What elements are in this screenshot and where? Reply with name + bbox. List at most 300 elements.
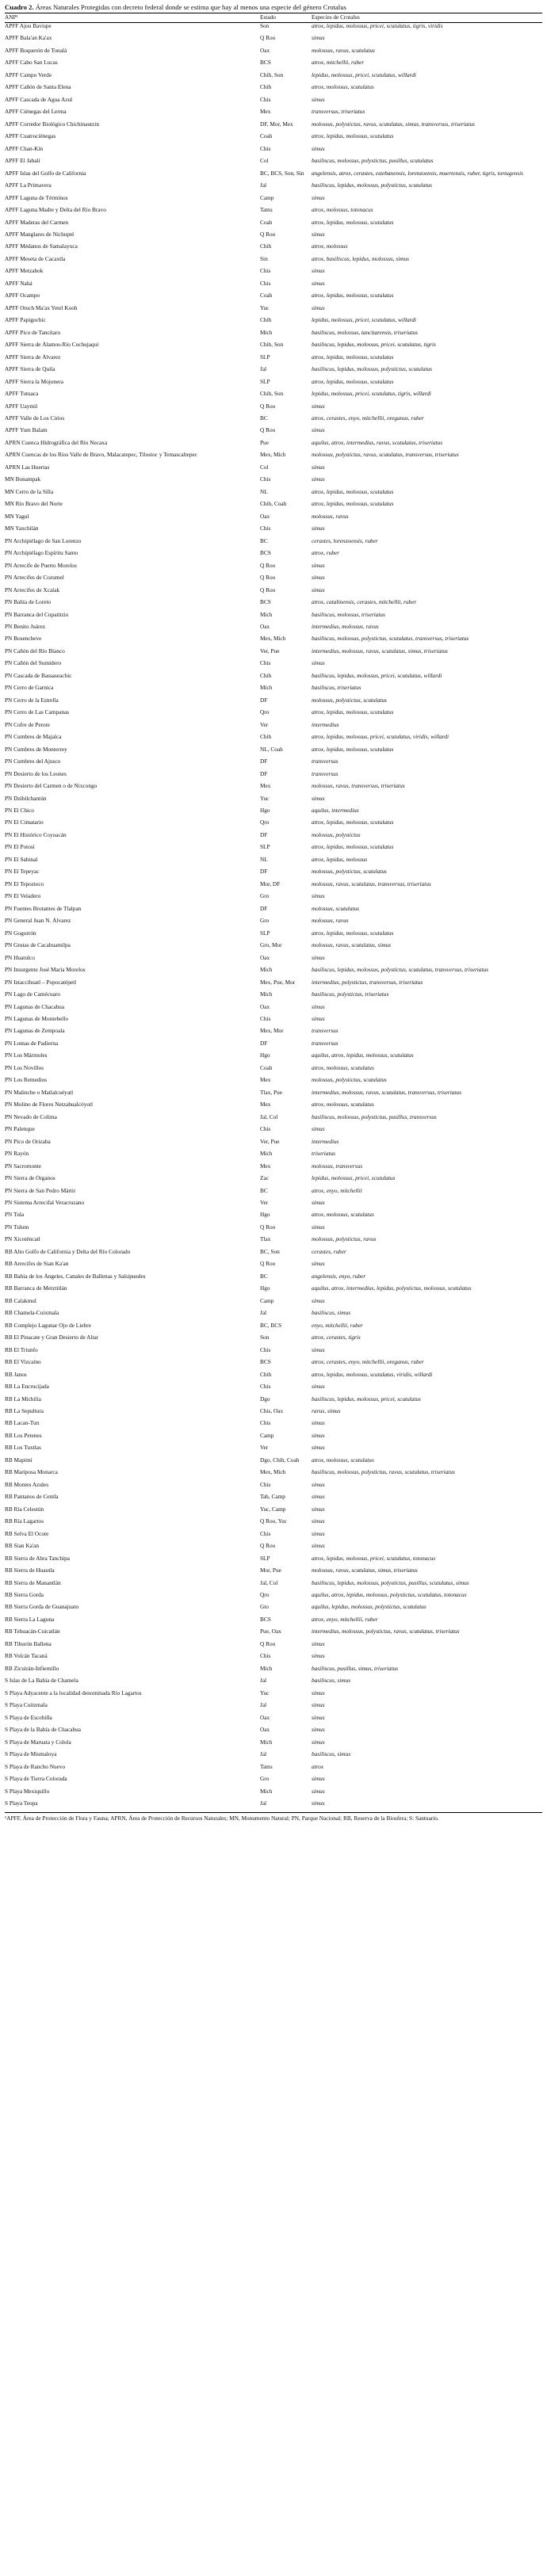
cell-anp: RB Barranca de Metztitlán <box>5 1285 67 1292</box>
cell-anp: S Playa de Mismaloya <box>5 1751 57 1758</box>
cell-estado: Gro <box>260 1776 270 1783</box>
table-row <box>5 1310 542 1322</box>
cell-especies: basiliscus, lepidus, molossus, pricei, scutulatus <box>312 1395 421 1402</box>
cell-estado: Q Roo <box>260 231 276 238</box>
cell-estado: BC, BCS, Son, Sin <box>260 170 304 177</box>
cell-estado: DF <box>260 758 268 765</box>
cell-especies: basiliscus, simus <box>312 1677 351 1685</box>
cell-especies: cerastes, ruber <box>312 1248 346 1255</box>
cell-especies: simus <box>312 1714 325 1721</box>
cell-anp: PN Los Novillos <box>5 1064 44 1071</box>
cell-estado: Ver, Pue <box>260 647 280 654</box>
cell-estado: Jal <box>260 182 267 189</box>
table-row <box>5 1151 542 1162</box>
table-row <box>5 48 542 59</box>
table-row <box>5 807 542 819</box>
cell-anp: RB Calakmul <box>5 1297 36 1304</box>
cell-especies: simus <box>312 96 325 103</box>
cell-anp: PN Rayón <box>5 1151 29 1158</box>
cell-anp: APFF Cuatrociénegas <box>5 133 56 140</box>
cell-estado: DF, Mor, Mex <box>260 120 293 128</box>
cell-estado: Chih, Son <box>260 71 284 78</box>
cell-anp: PN Desierto del Carmen o de Nixcongo <box>5 783 98 790</box>
cell-estado: Tlax <box>260 1236 271 1243</box>
cell-estado: SLP <box>260 1555 270 1562</box>
table-row <box>5 1273 542 1285</box>
cell-especies: molossus, scutulatus <box>312 905 360 912</box>
table-row <box>5 330 542 342</box>
cell-especies: atrox, lepidus, molossus, scutulatus <box>312 353 394 361</box>
cell-estado: Hgo <box>260 1212 270 1219</box>
cell-especies: basiliscus, lepidus, molossus, polystictus, pusillus, scutulatus, simus <box>312 1579 469 1586</box>
table-row <box>5 906 542 918</box>
table-row <box>5 1444 542 1456</box>
cell-anp: PN Cerro de Las Campanas <box>5 709 70 716</box>
cell-especies: simus <box>312 795 325 802</box>
cell-especies: lepidus, molossus, pricei, scutulatus, willardi <box>312 71 416 78</box>
table-row <box>5 844 542 856</box>
cell-estado: Mex <box>260 109 271 116</box>
cell-especies: simus <box>312 1383 325 1391</box>
cell-especies: atrox <box>312 1763 324 1770</box>
cell-anp: RB Selva El Ocote <box>5 1530 49 1537</box>
table-row <box>5 84 542 96</box>
cell-estado: Chih <box>260 734 272 741</box>
cell-estado: Chis <box>260 1653 271 1660</box>
table-row <box>5 1543 542 1555</box>
cell-anp: APFF Yum Balam <box>5 427 48 434</box>
cell-anp: APFF El Jabalí <box>5 158 40 165</box>
table-row <box>5 550 542 562</box>
cell-anp: PN El Cimatario <box>5 819 44 826</box>
cell-anp: APFF Sierra la Mojonera <box>5 378 63 385</box>
cell-estado: Yuc <box>260 1689 270 1696</box>
cell-anp: PN Fuentes Brotantes de Tlalpan <box>5 905 82 912</box>
cell-especies: simus <box>312 1640 325 1647</box>
cell-especies: molossus, ravus, scutulatus, simus, triseriatus <box>312 1567 418 1574</box>
cell-especies: atrox, lepidus, molossus, scutulatus <box>312 488 394 495</box>
cell-estado: Q Roo, Yuc <box>260 1518 287 1525</box>
cell-especies: atrox, lepidus, molossus, pricei, scutulatus, totonacus <box>312 1555 436 1562</box>
cell-especies: simus <box>312 1727 325 1734</box>
table-row <box>5 1028 542 1040</box>
cell-anp: RB Sierra La Laguna <box>5 1616 55 1623</box>
cell-anp: PN Barranca del Cupatitzio <box>5 611 69 618</box>
cell-estado: Pue <box>260 439 269 446</box>
cell-anp: APFF Boquerón de Tonalá <box>5 47 67 54</box>
cell-estado: Camp <box>260 1432 274 1439</box>
table-row <box>5 930 542 942</box>
cell-especies: molossus, polystictus, scutulatus <box>312 696 387 704</box>
cell-especies: basiliscus, lepidus, molossus, polystictus, scutulatus, transversus, triseriatus <box>312 967 488 974</box>
cell-estado: Chih <box>260 84 272 91</box>
cell-estado: Qro <box>260 1592 270 1598</box>
cell-anp: APFF Otoch Ma'ax Yetel Kooh <box>5 304 78 311</box>
header-anp: ANP¹ <box>5 13 18 21</box>
cell-especies: simus <box>312 1530 325 1537</box>
cell-estado: Mich <box>260 1788 273 1795</box>
cell-anp: RB Tehuacán-Cuicatlán <box>5 1628 60 1635</box>
table-row <box>5 292 542 304</box>
cell-especies: basiliscus, triseriatus <box>312 685 361 692</box>
cell-especies: simus <box>312 280 325 287</box>
cell-anp: APFF Tutuaca <box>5 391 39 398</box>
cell-especies: intermedius <box>312 1138 339 1145</box>
cell-estado: Jal <box>260 366 267 373</box>
cell-especies: angelensis, atrox, cerastes, estebanensis, lorenzoensis, muertensis, ruber, tigris, tortugensis <box>312 170 523 177</box>
cell-estado: Jal <box>260 1310 267 1317</box>
cell-anp: RB El Vizcaíno <box>5 1359 41 1366</box>
cell-estado: BCS <box>260 599 271 606</box>
cell-anp: S Playa Teopa <box>5 1799 38 1807</box>
table-row <box>5 1592 542 1604</box>
cell-estado: SLP <box>260 353 270 361</box>
table-row <box>5 268 542 280</box>
cell-especies: molossus, ravus, scutulatus <box>312 47 375 54</box>
cell-anp: PN Lagunas de Chacahua <box>5 1003 65 1010</box>
cell-anp: S Playa de Maruata y Colola <box>5 1738 71 1746</box>
cell-anp: PN Cerro de la Estrella <box>5 696 59 704</box>
cell-anp: PN Arrecife de Puerto Morelos <box>5 562 77 569</box>
cell-estado: SLP <box>260 929 270 937</box>
cell-estado: Chis <box>260 1481 271 1488</box>
cell-estado: Chis <box>260 660 271 667</box>
cell-anp: APFF Valle de Los Cirios <box>5 415 65 422</box>
table-row <box>5 415 542 427</box>
cell-anp: PN El Potosí <box>5 844 35 851</box>
table-row <box>5 1200 542 1212</box>
cell-estado: Pue, Oax <box>260 1628 281 1635</box>
cell-especies: simus <box>312 1126 325 1133</box>
cell-estado: Camp <box>260 1297 274 1304</box>
table-row <box>5 1090 542 1101</box>
cell-estado: Oax <box>260 513 270 520</box>
cell-estado: Chih, Son <box>260 342 284 349</box>
cell-anp: MN Cerro de la Silla <box>5 488 54 495</box>
table-row <box>5 403 542 415</box>
table-row <box>5 1764 542 1776</box>
table-row <box>5 158 542 170</box>
cell-estado: Qro <box>260 709 270 716</box>
cell-especies: atrox, ruber <box>312 550 339 557</box>
table-row <box>5 1666 542 1677</box>
cell-estado: Chis <box>260 1126 271 1133</box>
cell-anp: APRN Las Huertas <box>5 464 50 471</box>
cell-anp: RB Sierra Gorda <box>5 1592 44 1598</box>
table-row <box>5 1482 542 1494</box>
cell-estado: Chih <box>260 317 272 324</box>
cell-anp: APFF Cabo San Lucas <box>5 59 58 67</box>
cell-anp: APFF Bala'an Ka'ax <box>5 35 52 42</box>
cell-estado: Yuc <box>260 304 270 311</box>
table-row <box>5 1236 542 1248</box>
table-row <box>5 1347 542 1359</box>
cell-anp: RB Janos <box>5 1371 27 1378</box>
cell-especies: aquilus, atrox, lepidus, molossus, polystictus, scutulatus, totonacus <box>312 1592 467 1598</box>
cell-especies: atrox, enyo, mitchellii <box>312 1187 362 1194</box>
cell-anp: RB La Michilía <box>5 1395 41 1402</box>
cell-anp: PN Iztaccíhuatl – Popocatépetl <box>5 979 77 986</box>
cell-estado: Chis <box>260 1420 271 1427</box>
cell-especies: atrox, lepidus, molossus, pricei, scutulatus, tigris, viridis <box>312 23 443 29</box>
cell-estado: Mor, Pue <box>260 1567 281 1574</box>
cell-especies: atrox, molossus, scutulatus <box>312 1456 374 1464</box>
cell-especies: basiliscus, lepidus, molossus, pricei, scutulatus, tigris <box>312 342 436 349</box>
cell-anp: PN Archipiélago Espíritu Santo <box>5 550 78 557</box>
cell-especies: aquilus, atrox, lepidus, molossus, scutulatus <box>312 1052 414 1059</box>
cell-especies: simus <box>312 954 325 961</box>
cell-estado: Camp <box>260 194 274 201</box>
cell-especies: atrox, lepidus, molossus, scutulatus <box>312 133 394 140</box>
table-row <box>5 1555 542 1567</box>
cell-anp: PN Tulum <box>5 1223 29 1231</box>
cell-especies: ravus, simus <box>312 1407 341 1414</box>
cell-anp: PN El Chico <box>5 807 34 814</box>
cell-estado: Mex, Mich <box>260 1469 286 1476</box>
anp-table-body <box>5 23 542 1812</box>
table-row <box>5 219 542 231</box>
cell-especies: lepidus, molossus, pricei, scutulatus <box>312 1175 396 1182</box>
table-row <box>5 231 542 243</box>
table-row <box>5 1188 542 1200</box>
cell-especies: simus <box>312 304 325 311</box>
table-row <box>5 1212 542 1223</box>
cell-estado: BC <box>260 415 268 422</box>
cell-anp: RB Montes Azules <box>5 1481 49 1488</box>
cell-especies: basiliscus, molossus, polystictus, ravus, scutulatus, triseriatus <box>312 1469 455 1476</box>
cell-especies: basiliscus, lepidus, molossus, polystictus, scutulatus <box>312 182 433 189</box>
cell-especies: atrox, molossus, scutulatus <box>312 84 374 91</box>
cell-estado: Oax <box>260 1003 270 1010</box>
cell-especies: molossus, polystictus, ravus, scutulatus, simus, transversus, triseriatus <box>312 120 475 128</box>
cell-anp: APFF Islas del Golfo de California <box>5 170 86 177</box>
cell-especies: molossus, polystictus, scutulatus <box>312 868 387 876</box>
cell-especies: basiliscus, simus <box>312 1751 351 1758</box>
table-row <box>5 1298 542 1310</box>
cell-especies: aquilus, intermedius <box>312 807 359 814</box>
cell-especies: simus <box>312 1223 325 1231</box>
table-row <box>5 195 542 207</box>
cell-anp: RB Complejo Lagunar Ojo de Liebre <box>5 1322 91 1329</box>
cell-anp: RB Sierra de Manantlán <box>5 1579 61 1586</box>
cell-estado: Coah <box>260 133 273 140</box>
cell-anp: PN Cumbres de Majalca <box>5 734 62 741</box>
cell-anp: PN Dzibilchantún <box>5 795 47 802</box>
cell-estado: Chis <box>260 145 271 152</box>
cell-especies: simus <box>312 1432 325 1439</box>
cell-estado: Qro <box>260 819 270 826</box>
table-row <box>5 133 542 145</box>
table-row <box>5 1567 542 1579</box>
cell-anp: APFF Sierra de Álvarez <box>5 353 61 361</box>
table-row <box>5 280 542 292</box>
caption-number: Cuadro 2. <box>5 3 34 11</box>
cell-estado: Q Roo <box>260 35 276 42</box>
cell-estado: NL, Coah <box>260 746 283 753</box>
cell-estado: BC, BCS <box>260 1322 282 1329</box>
cell-especies: simus <box>312 1261 325 1268</box>
cell-anp: PN Arrecifes de Cozumel <box>5 574 64 582</box>
cell-especies: intermedius, molossus, ravus, scutulatus, simus, triseriatus <box>312 647 448 654</box>
cell-especies: transversus <box>312 758 339 765</box>
cell-estado: DF <box>260 770 268 777</box>
table-row <box>5 955 542 967</box>
cell-estado: Ver <box>260 1200 269 1206</box>
cell-anp: PN Lomas de Padierna <box>5 1040 59 1047</box>
cell-especies: simus <box>312 427 325 434</box>
cell-estado: Mich <box>260 1665 273 1672</box>
cell-estado: Jal <box>260 1751 267 1758</box>
table-row <box>5 648 542 660</box>
cell-anp: PN El Veladero <box>5 893 41 900</box>
cell-especies: transversus <box>312 770 339 777</box>
cell-estado: Q Roo <box>260 1543 276 1550</box>
cell-especies: molossus, ravus, transversus, triseriatus <box>312 783 405 790</box>
table-row <box>5 1641 542 1653</box>
cell-especies: simus <box>312 1799 325 1807</box>
cell-estado: DF <box>260 1040 268 1047</box>
cell-estado: Hgo <box>260 1052 270 1059</box>
cell-especies: simus <box>312 1015 325 1022</box>
cell-especies: cerastes, lorenzoensis, ruber <box>312 537 378 544</box>
cell-especies: basiliscus, simus <box>312 1310 351 1317</box>
cell-estado: Mich <box>260 1151 273 1158</box>
table-row <box>5 1604 542 1616</box>
cell-estado: Mex, Pue, Mor <box>260 979 296 986</box>
cell-anp: APRN Cuencas de los Ríos Valle de Bravo, Malacatepec, Tilostoc y Temascaltepec <box>5 452 198 459</box>
table-row <box>5 1727 542 1738</box>
cell-anp: PN Los Mármoles <box>5 1052 48 1059</box>
cell-anp: PN El Histórico Coyoacán <box>5 831 67 838</box>
cell-especies: atrox, lepidus, molossus, scutulatus <box>312 219 394 226</box>
cell-estado: Jal, Col <box>260 1579 278 1586</box>
cell-especies: atrox, cerastes, tigris <box>312 1334 361 1341</box>
cell-anp: RB Mariposa Monarca <box>5 1469 58 1476</box>
cell-estado: Chis <box>260 525 271 532</box>
caption-text: Áreas Naturales Protegidas con decreto federal donde se estima que hay al menos una especie del género Crotalus <box>33 3 346 11</box>
cell-especies: molossus, ravus <box>312 918 349 925</box>
cell-especies: simus <box>312 1481 325 1488</box>
table-row <box>5 1653 542 1665</box>
cell-especies: simus <box>312 574 325 582</box>
table-row <box>5 1408 542 1420</box>
cell-especies: molossus, ravus, scutulatus, simus <box>312 942 392 949</box>
cell-especies: molossus, ravus <box>312 513 349 520</box>
cell-anp: RB Alto Golfo de California y Delta del Río Colorado <box>5 1248 131 1255</box>
table-row <box>5 1800 542 1812</box>
cell-estado: Q Roo <box>260 562 276 569</box>
table-caption <box>5 3 542 12</box>
cell-estado: SLP <box>260 378 270 385</box>
cell-estado: Chis <box>260 476 271 483</box>
cell-estado: Coah <box>260 219 273 226</box>
cell-anp: PN Sistema Arrecifal Veracruzano <box>5 1200 85 1206</box>
cell-especies: atrox, lepidus, molossus, scutulatus <box>312 292 394 300</box>
table-row <box>5 709 542 721</box>
cell-estado: Mex <box>260 1162 271 1170</box>
table-row <box>5 771 542 783</box>
cell-estado: Coah <box>260 292 273 300</box>
cell-anp: PN Molino de Flores Netzahualcóyotl <box>5 1101 94 1109</box>
cell-especies: atrox, lepidus, molossus, scutulatus <box>312 844 394 851</box>
cell-estado: Chis <box>260 268 271 275</box>
cell-especies: simus <box>312 268 325 275</box>
table-row <box>5 1506 542 1518</box>
cell-especies: simus <box>312 1444 325 1452</box>
cell-anp: S Playa Mexiquillo <box>5 1788 50 1795</box>
cell-anp: S Playa Adyacente a la localidad denominada Río Lagartos <box>5 1689 142 1696</box>
cell-anp: MN Yagul <box>5 513 29 520</box>
table-row <box>5 1052 542 1064</box>
cell-estado: Hgo <box>260 807 270 814</box>
cell-especies: molossus, polystictus, scutulatus <box>312 1077 387 1084</box>
cell-especies: transversus <box>312 1040 339 1047</box>
cell-especies: simus <box>312 403 325 410</box>
table-row <box>5 1285 542 1297</box>
cell-especies: simus <box>312 1689 325 1696</box>
table-row <box>5 1249 542 1261</box>
cell-estado: DF <box>260 696 268 704</box>
cell-especies: simus <box>312 1506 325 1513</box>
table-row <box>5 574 542 586</box>
cell-anp: RB Tiburón Ballena <box>5 1640 52 1647</box>
table-row <box>5 1359 542 1371</box>
table-row <box>5 170 542 182</box>
cell-anp: APFF Sierra de Quila <box>5 366 55 373</box>
table-row <box>5 1065 542 1077</box>
cell-anp: S Playa de Tierra Colorada <box>5 1776 67 1783</box>
table-row <box>5 563 542 574</box>
cell-anp: PN Desierto de los Leones <box>5 770 67 777</box>
cell-estado: Chih <box>260 243 272 250</box>
cell-anp: PN Cumbres de Monterrey <box>5 746 67 753</box>
table-row <box>5 868 542 880</box>
cell-anp: RB Volcán Tacaná <box>5 1653 48 1660</box>
cell-especies: lepidus, molossus, pricei, scutulatus, willardi <box>312 317 416 324</box>
table-row <box>5 660 542 672</box>
table-row <box>5 305 542 317</box>
cell-estado: Dgo, Chih, Coah <box>260 1456 300 1464</box>
table-row <box>5 1040 542 1052</box>
cell-estado: Jal <box>260 1702 267 1709</box>
cell-anp: MN Yaxchilán <box>5 525 39 532</box>
table-row <box>5 832 542 844</box>
cell-especies: simus <box>312 35 325 42</box>
cell-estado: Q Roo <box>260 1261 276 1268</box>
cell-estado: Ver <box>260 1444 269 1452</box>
cell-especies: basiliscus, polystictus, triseriatus <box>312 991 389 998</box>
cell-anp: RB La Sepultura <box>5 1407 44 1414</box>
table-row <box>5 1616 542 1628</box>
table-row <box>5 1383 542 1395</box>
cell-anp: RB Sierra de Abra Tanchipa <box>5 1555 71 1562</box>
cell-estado: Gro <box>260 893 270 900</box>
cell-especies: atrox, lepidus, molossus, scutulatus <box>312 709 394 716</box>
table-row <box>5 452 542 464</box>
cell-especies: atrox, lepidus, molossus, scutulatus <box>312 378 394 385</box>
cell-anp: PN Lagunas de Montebello <box>5 1015 69 1022</box>
cell-especies: simus <box>312 893 325 900</box>
cell-especies: basiliscus, molossus, polystictus, pusillus, scutulatus <box>312 158 434 165</box>
table-row <box>5 501 542 513</box>
table-row <box>5 1372 542 1383</box>
table-row <box>5 476 542 488</box>
cell-anp: APRN Cuenca Hidrográfica del Río Necaxa <box>5 439 108 446</box>
cell-especies: atrox, lepidus, molossus, scutulatus, viridis, willardi <box>312 1371 433 1378</box>
cell-anp: PN Insurgente José María Morelos <box>5 967 86 974</box>
table-row <box>5 1457 542 1469</box>
table-row <box>5 1016 542 1028</box>
